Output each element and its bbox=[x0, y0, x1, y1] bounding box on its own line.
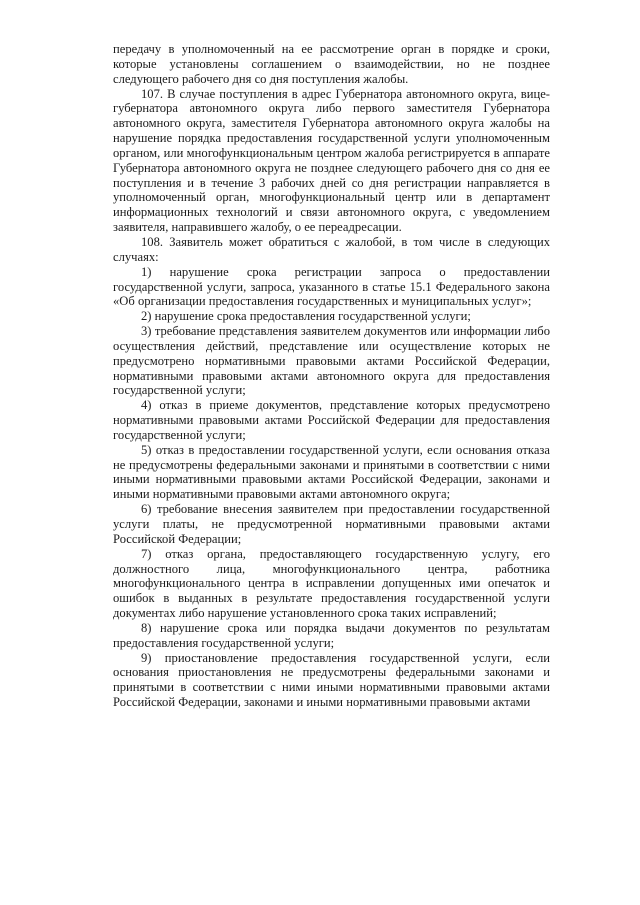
list-item-6: 6) требование внесения заявителем при предоставлении государственной услуги платы, не предусмотренной нормативными правовыми актами Российской Федерации; bbox=[113, 502, 550, 546]
list-item-3: 3) требование представления заявителем документов или информации либо осуществления действий, представление или осуществление которых не предусмотрено нормативными правовыми актами Российской Федерации, нормативными правовыми актами автономного округа для предоставления государственной услуги; bbox=[113, 324, 550, 398]
list-item-8: 8) нарушение срока или порядка выдачи документов по результатам предоставления государственной услуги; bbox=[113, 620, 550, 650]
list-item-9: 9) приостановление предоставления государственной услуги, если основания приостановления не предусмотрены федеральными законами и принятыми в соответствии с ними иными нормативными правовыми актами Российской Федерации, законами и иными нормативными правовыми актами bbox=[113, 650, 550, 710]
paragraph-107: 107. В случае поступления в адрес Губернатора автономного округа, вице-губернатора автономного округа либо первого заместителя Губернатора автономного округа, заместителя Губернатора автономного округа жалобы на нарушение порядка предоставления государственной услуги уполномоченным органом, или многофункциональным центром жалоба регистрируется в аппарате Губернатора автономного округа не позднее следующего рабочего дня со дня ее поступления и в течение 3 рабочих дней со дня регистрации направляется в уполномоченный орган, многофункциональный центр или в департамент информационных технологий и связи автономного округа, с уведомлением заявителя, направившего жалобу, о ее переадресации. bbox=[113, 86, 550, 235]
paragraph-108: 108. Заявитель может обратиться с жалобой, в том числе в следующих случаях: bbox=[113, 234, 550, 264]
list-item-5: 5) отказ в предоставлении государственной услуги, если основания отказа не предусмотрены федеральными законами и принятыми в соответствии с ними иными нормативными правовыми актами Российской Федерации, законами и иными нормативными правовыми актами автономного округа; bbox=[113, 442, 550, 502]
list-item-7: 7) отказ органа, предоставляющего государственную услугу, его должностного лица, многофункционального центра, работника многофункционального центра в исправлении допущенных ими опечаток и ошибок в выданных в результате предоставления государственной услуги документах либо нарушение установленного срока таких исправлений; bbox=[113, 546, 550, 621]
paragraph-continuation: передачу в уполномоченный на ее рассмотрение орган в порядке и сроки, которые установлены соглашением о взаимодействии, но не позднее следующего рабочего дня со дня поступления жалобы. bbox=[113, 42, 550, 86]
list-item-1: 1) нарушение срока регистрации запроса о предоставлении государственной услуги, запроса, указанного в статье 15.1 Федерального закона «Об организации предоставления государственных и муниципальных услуг»; bbox=[113, 264, 550, 309]
list-item-4: 4) отказ в приеме документов, представление которых предусмотрено нормативными правовыми актами Российской Федерации для предоставления государственной услуги; bbox=[113, 398, 550, 442]
list-item-2: 2) нарушение срока предоставления государственной услуги; bbox=[141, 309, 471, 324]
document-page bbox=[113, 42, 550, 710]
